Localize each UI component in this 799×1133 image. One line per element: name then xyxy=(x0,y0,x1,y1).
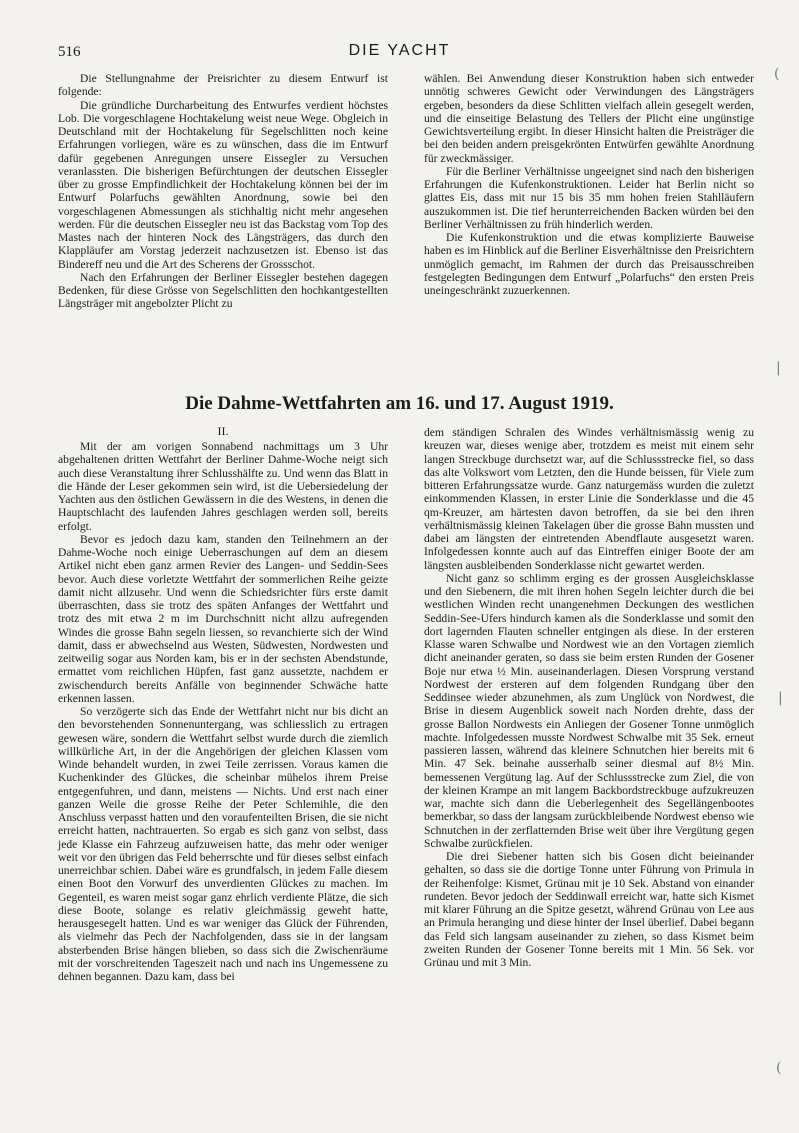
paragraph: wählen. Bei Anwendung dieser Konstruktion haben sich entweder unnötig schweres Gewicht oder Verwindungen des Längsträgers ergeben, besonders da diese Schlitten vielfach allein gesegelt werden, und die einseitige Belastung des Tellers der Plicht eine ungünstige Gewichtsverteilung ergibt. In dieser Hinsicht halten die Preisträger die bei den beiden andern preisgekrönten Entwürfen gewählte Anordnung für zweckmässiger. xyxy=(424,72,754,165)
paragraph: Die gründliche Durcharbeitung des Entwurfes verdient höchstes Lob. Die vorgeschlagene Hochtakelung weist neue Wege. Obgleich in Deutschland mit der Hochtakelung für Segelschlitten noch keine Erfahrungen vorliegen, wäre es zu wünschen, dass die im Entwurf dafür gegebenen Anregungen unsere Eissegler zu Versuchen veranlassten. Die bisherigen Befürchtungen der deutschen Eissegler über zu grosse Empfindlichkeit der Hochtakelung können bei der im Entwurf Polarfuchs gewählten Anordnung, sowie bei den vorgeschlagenen Abmessungen als stichhaltig nicht mehr angesehen werden. Für die deutschen Eissegler neu ist das Backstag vom Top des Mastes nach der hinteren Nock des Längsträgers, das durch den Klappläufer am Vorstag jederzeit nachzusetzen ist. Ebenso ist das Bindereff neu und die Art des Scherens der Grossschot. xyxy=(58,98,388,271)
top-right-column xyxy=(424,72,754,297)
running-title: DIE YACHT xyxy=(348,42,451,59)
bottom-left-column xyxy=(58,440,388,983)
margin-mark: | xyxy=(778,690,783,706)
margin-mark: ( xyxy=(776,1060,782,1076)
article-title: Die Dahme-Wettfahrten am 16. und 17. August 1919. xyxy=(185,393,614,414)
page-number: 516 xyxy=(58,44,81,60)
margin-mark: | xyxy=(776,360,781,376)
paragraph: Die drei Siebener hatten sich bis Gosen dicht beieinander gehalten, so dass sie die dortige Tonne unter Führung von Primula in der Reihenfolge: Kismet, Grünau mit je 10 Sek. Abstand von einander rundeten. Bevor jedoch der Seddinwall erreicht war, hatte sich Kismet mit klarer Führung an die Spitze gesetzt, während Grünau von Lee aus an Primula heranging und diese hinter der Insel überlief. Dabei begann das Feld sich langsam auseinander zu ziehen, so dass Kismet beim zweiten Runden der Gosener Tonne bereits mit 1 Min. 56 Sek. vor Grünau und mit 3 Min. xyxy=(424,850,754,969)
paragraph: Nicht ganz so schlimm erging es der grossen Ausgleichsklasse und den Siebenern, die mit ihren hohen Segeln leichter durch die bei westlichen Winden recht unangenehmen Deckungen des westlichen Seddin-See-Ufers hindurch kamen als die Sonderklasse und somit den dort lagernden Flauten schneller entgingen als diese. In der ersteren Klasse waren Schwalbe und Nordwest wie an den Vortagen ziemlich dicht aneinander geraten, so dass sie beim ersten Runden der Gosener Boje nur etwa ½ Min. auseinanderlagen. Diesen Vorsprung verstand Nordwest der ersteren auf dem folgenden Rundgang über den Seddinsee wieder abzunehmen, als zum Unglück von Nordwest, die Brise in diesem Augenblick soweit nach Norden drehte, dass der grosse Ballon Nordwests ein Anliegen der Gosener Tonne unmöglich machte. Infolgedessen musste Nordwest Schwalbe mit 35 Sek. erneut passieren lassen, während das kleinere Schnutchen hier bereits mit 6 Min. 47 Sek. beinahe ausserhalb seiner diesmal auf 8½ Min. bemessenen Vergütung lag. Auf der Schlussstrecke zum Ziel, die von der kleinen Krampe an mit langem Backbordstreckbuge aufzukreuzen war, machte sich dann die Ueberlegenheit des Segellängenbootes bemerkbar, so dass der langsam zurückbleibende Nordwest ebenso wie Schnutchen in der zerflatternden Brise weit über ihre Vergütung gegen Schwalbe zurückfielen. xyxy=(424,571,754,850)
section-number: II. xyxy=(217,424,229,438)
margin-mark: ( xyxy=(774,66,780,82)
paragraph: Bevor es jedoch dazu kam, standen den Teilnehmern an der Dahme-Woche noch einige Ueberraschungen auf dem an diesem Artikel nicht eben ganz armen Revier des Langen- und Seddin-Sees bevor. Auch diese vorletzte Wettfahrt der sommerlichen Reihe geizte damit nicht allzusehr. Und wenn die Schiedsrichter fürs erste damit überraschten, dass sie trotz des späten Anfanges der Wettfahrt und trotz des mit etwa 2 m im Durchschnitt nicht allzu aufregenden Windes die grosse Bahn segeln liessen, so revanchierte sich der Wind damit, dass er abwechselnd aus Westen, Südwesten, Nordwesten und zeitweilig sogar aus Norden kam, bis er in der sechsten Abendstunde, ermattet vom reichlichen Hüpfen, fast ganz aussetzte, nachdem er zwischendurch bereits Anfälle von beginnender Schwäche hatte erkennen lassen. xyxy=(58,532,388,705)
paragraph: dem ständigen Schralen des Windes verhältnismässig wenig zu kreuzen war, dieses wenige aber, trotzdem es meist mit einem sehr langen Streckbuge durchsetzt war, auf die Schlussstrecke fiel, so dass das alte Volkswort vom Letzten, den die Hunde beissen, für Viele zum bitteren Erfahrungssatze wurde. Ganz naturgemäss wurden die zuletzt einkommenden Klassen, in erster Linie die Sonderklasse und die 45 qm-Kreuzer, am härtesten davon betroffen, da sie bei den ihren verhältnismässig kleinen Takelagen über die grosse Bahn mussten und dabei am längsten der eintretenden Abendflaute ausgesetzt waren. Infolgedessen konnte auch auf das Eintreffen einiger Boote der am längsten ausbleibenden Sonderklasse nicht gewartet werden. xyxy=(424,426,754,572)
paragraph: Die Kufenkonstruktion und die etwas komplizierte Bauweise haben es im Hinblick auf die Berliner Eisverhältnisse den Preisrichtern unmöglich gemacht, im Rahmen der durch das Preisausschreiben festgelegten Bedingungen dem Entwurf „Polarfuchs“ den ersten Preis uneingeschränkt zuzuerkennen. xyxy=(424,231,754,297)
top-left-column xyxy=(58,72,388,311)
paragraph: Nach den Erfahrungen der Berliner Eissegler bestehen dagegen Bedenken, für diese Grösse von Segelschlitten den hochkantgestellten Längsträger mit angebolzter Plicht zu xyxy=(58,270,388,311)
paragraph: Mit der am vorigen Sonnabend nachmittags um 3 Uhr abgehaltenen dritten Wettfahrt der Berliner Dahme-Woche neigt sich auch diese Veranstaltung ihrer Schlusshälfte zu. Und wenn das Blatt in die Hände der Leser gekommen sein wird, ist die Uebersiedelung der Yachten aus den östlichen Gewässern in die des Westens, in denen die Hauptschlacht des laufenden Jahres geschlagen werden soll, bereits erfolgt. xyxy=(58,440,388,533)
bottom-right-column xyxy=(424,426,754,969)
paragraph: Die Stellungnahme der Preisrichter zu diesem Entwurf ist folgende: xyxy=(58,72,388,99)
paragraph: So verzögerte sich das Ende der Wettfahrt nicht nur bis dicht an den bevorstehenden Sonnenuntergang, was schliesslich zu ertragen gewesen wäre, sondern die Wettfahrt selbst wurde durch die ziemlich willkürliche Art, in der die Angehörigen der gleichen Klassen vom Winde behandelt wurden, in zwei Teile zerrissen. Voraus kamen die Kuchenkinder des Glückes, die scheinbar mühelos ihrem Preise entgegenfuhren, und dann, meistens — Nichts. Und erst nach einer ganzen Weile die grosse Reihe der Peter Schlemihle, die den Anschluss verpasst hatten und den voraufenteilten Brisen, die sie nicht erreicht hatten, nachtrauerten. So ergab es sich ganz von selbst, dass jede Klasse ein Fahrzeug aufzuweisen hatte, das mehr oder weniger weit vor den übrigen das Feld beherrschte und für dieses selbst einfach unerreichbar schien. Dabei wäre es grundfalsch, in jedem Falle diesem einen Boot den Vorwurf des unverdienten Glückes zu machen. Im Gegenteil, es waren meist sogar ganz ehrlich verdiente Plätze, die sich diese Boote, solange es relativ gleichmässig geweht hatte, herausgesegelt hatten. Und es war weniger das Glück der Führenden, als vielmehr das Pech der Nachfolgenden, dass sie in der langsam absterbenden Brise hängen blieben, so dass sich die Zwischenräume mit der vorschreitenden Tageszeit nach und nach ins Ungemessene zu dehnen begannen. Dazu kam, dass bei xyxy=(58,705,388,983)
paragraph: Für die Berliner Verhältnisse ungeeignet sind nach den bisherigen Erfahrungen die Kufenkonstruktionen. Leider hat Berlin nicht so glattes Eis, dass mit nur 15 bis 35 mm hohen freien Stahlläufern auszukommen ist. Die tief herunterreichenden Backen würden bei den Berliner Verhältnissen zu früh hinderlich werden. xyxy=(424,164,754,231)
